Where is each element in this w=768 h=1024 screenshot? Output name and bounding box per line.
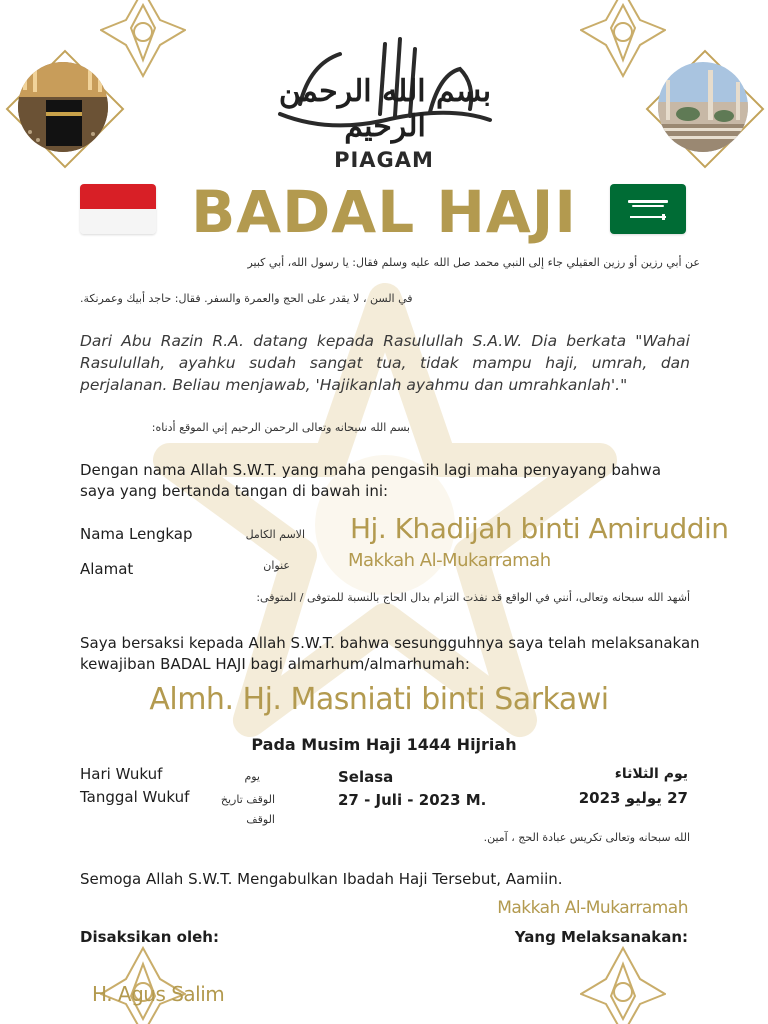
wukuf-date-label: Tanggal Wukuf bbox=[80, 788, 190, 806]
witness-label: Disaksikan oleh: bbox=[80, 928, 219, 946]
page-title: BADAL HAJI bbox=[191, 178, 577, 246]
wukuf-day-value: Selasa bbox=[338, 768, 394, 786]
nabawi-mosque-photo bbox=[658, 62, 748, 152]
name-label-arabic: الاسم الكامل bbox=[245, 528, 305, 541]
name-value: Hj. Khadijah binti Amiruddin bbox=[350, 512, 729, 545]
address-label-arabic: عنوان bbox=[263, 559, 290, 572]
deceased-name: Almh. Hj. Masniati binti Sarkawi bbox=[149, 682, 609, 717]
wukuf-day-label-arabic: يوم bbox=[244, 770, 260, 783]
hajj-season: Pada Musim Haji 1444 Hijriah bbox=[251, 735, 517, 754]
subtitle: PIAGAM bbox=[334, 148, 434, 172]
signing-place: Makkah Al-Mukarramah bbox=[497, 898, 688, 918]
kaaba-photo-frame bbox=[8, 52, 118, 162]
hadith-translation: Dari Abu Razin R.A. datang kepada Rasulullah S.A.W. Dia berkata "Wahai Rasulullah, ayahku sudah sangat tua, tidak mampu haji, umrah, dan perjalanan. Beliau menjawab, 'Hajikanlah ayahmu dan umrahkanlah'." bbox=[80, 332, 690, 394]
address-label: Alamat bbox=[80, 560, 134, 578]
bismillah-calligraphy bbox=[270, 24, 500, 142]
name-label: Nama Lengkap bbox=[80, 525, 193, 543]
wukuf-date-value-arabic: 27 يوليو 2023 bbox=[578, 789, 688, 807]
ornament-bottom-right bbox=[580, 946, 666, 1024]
wukuf-date-label-arabic: الوقف تاريخ الوقف bbox=[220, 793, 275, 826]
nabawi-mosque-photo-frame bbox=[648, 52, 758, 162]
calligraphy-text: بسم الله الرحمن الرحيم bbox=[278, 74, 492, 144]
saudi-flag bbox=[610, 184, 686, 234]
closing-arabic: الله سبحانه وتعالى تكريس عبادة الحج ، آمين. bbox=[483, 831, 690, 844]
witness-name: H. Agus Salim bbox=[92, 982, 225, 1006]
wukuf-date-value: 27 - Juli - 2023 M. bbox=[338, 791, 487, 809]
indonesia-flag bbox=[80, 184, 156, 234]
address-value: Makkah Al-Mukarramah bbox=[348, 550, 551, 571]
declaration-text: Dengan nama Allah S.W.T. yang maha pengasih lagi maha penyayang bahwa saya yang bertanda tangan di bawah ini: bbox=[80, 461, 662, 500]
testimony-text: Saya bersaksi kepada Allah S.W.T. bahwa sesungguhnya saya telah melaksanakan kewajiban BADAL HAJI bagi almarhum/almarhumah: bbox=[80, 634, 700, 673]
testimony-arabic: أشهد الله سبحانه وتعالى، أنني في الواقع قد نفذت التزام بدال الحاج بالنسبة للمتوفى / المتوفى: bbox=[256, 591, 690, 604]
performer-label: Yang Melaksanakan: bbox=[514, 928, 688, 946]
hadith-arabic-line-1: عن أبي رزين أو رزين العقيلي جاء إلى النبي محمد صل الله عليه وسلم فقال: يا رسول الله، أبي كبير bbox=[247, 256, 700, 269]
wukuf-day-label: Hari Wukuf bbox=[80, 765, 163, 783]
hadith-arabic-line-2: في السن ، لا يقدر على الحج والعمرة والسفر. فقال: حاجد أبيك وعمرنكة. bbox=[80, 292, 413, 305]
kaaba-photo bbox=[18, 62, 108, 152]
declaration-arabic: بسم الله سبحانه وتعالى الرحمن الرحيم إني الموقع أدناه: bbox=[151, 421, 410, 434]
wukuf-day-value-arabic: يوم الثلاثاء bbox=[614, 766, 688, 782]
closing-text: Semoga Allah S.W.T. Mengabulkan Ibadah Haji Tersebut, Aamiin. bbox=[80, 870, 563, 888]
